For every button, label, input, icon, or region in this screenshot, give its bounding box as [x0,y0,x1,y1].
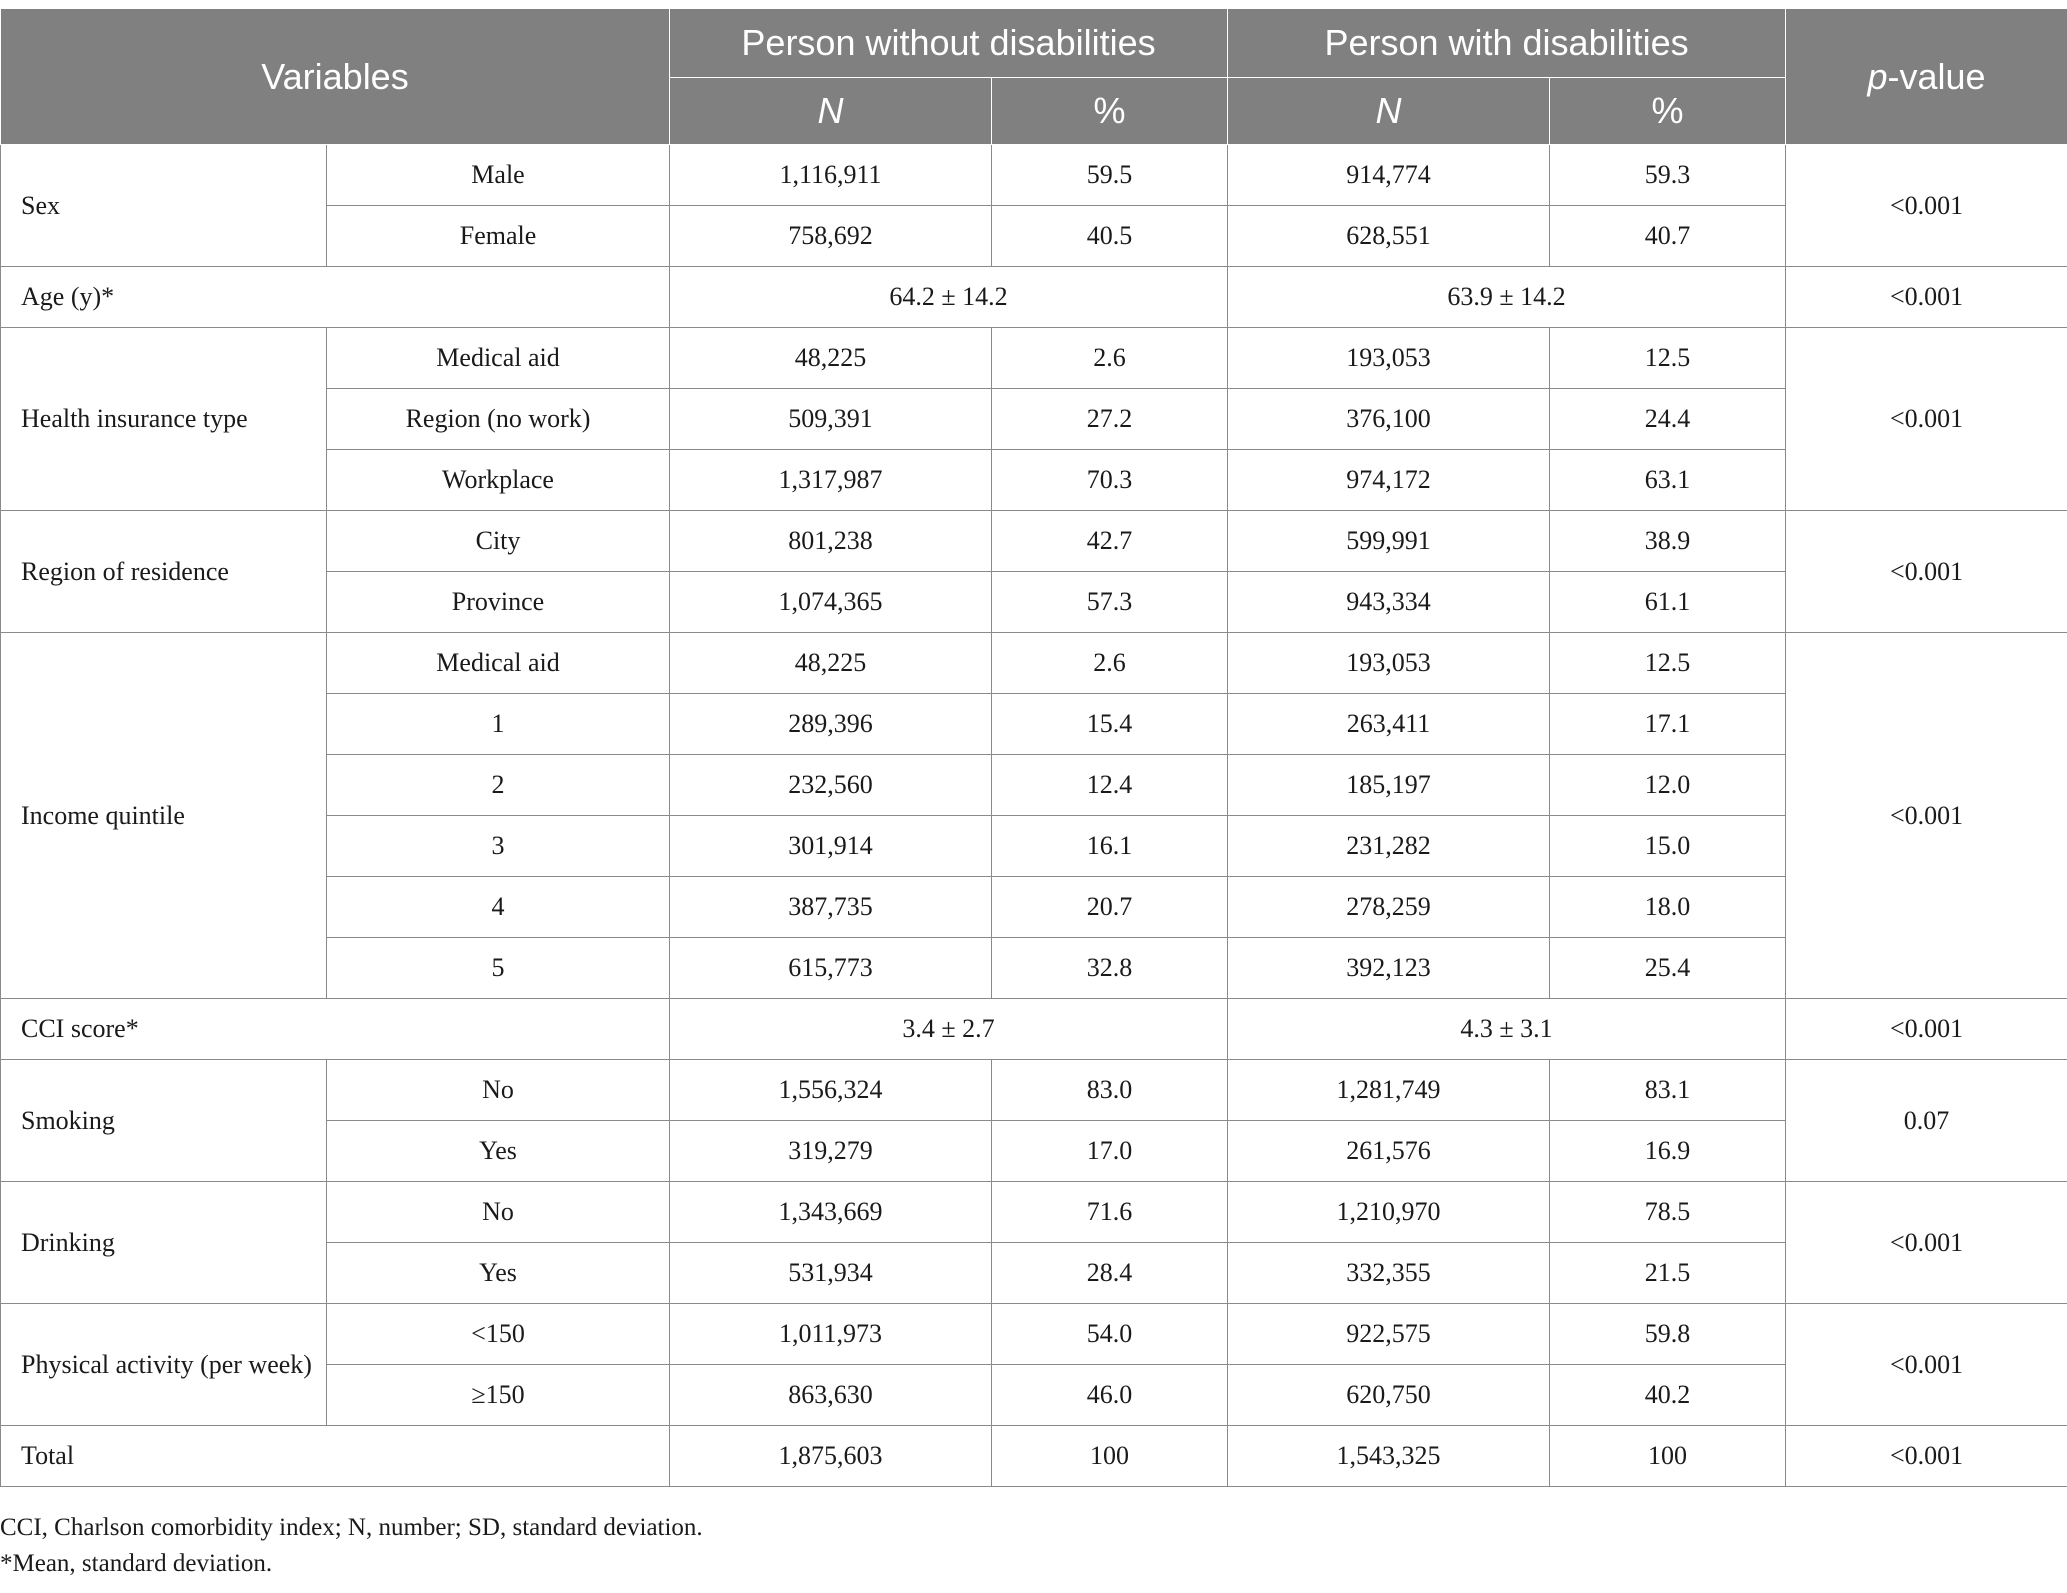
cell-n-with: 231,282 [1228,816,1550,877]
category-label: No [327,1060,670,1121]
cell-pct-without: 16.1 [992,816,1228,877]
table-row [1,633,2067,694]
cell-p-value: <0.001 [1786,267,2067,328]
cell-pct-with: 16.9 [1550,1121,1786,1182]
cell-n-without: 387,735 [670,877,992,938]
variable-label: CCI score* [1,999,670,1060]
cell-pct-without: 20.7 [992,877,1228,938]
cell-n-without: 48,225 [670,328,992,389]
cell-pct-without: 15.4 [992,694,1228,755]
cell-n-without: 1,556,324 [670,1060,992,1121]
cell-n-with: 599,991 [1228,511,1550,572]
category-label: ≥150 [327,1365,670,1426]
category-label: City [327,511,670,572]
category-label: Female [327,206,670,267]
cell-pct-with: 78.5 [1550,1182,1786,1243]
cell-pct-with: 12.0 [1550,755,1786,816]
cell-pct-without: 59.5 [992,145,1228,206]
category-label: 5 [327,938,670,999]
cell-pct-without: 46.0 [992,1365,1228,1426]
table-row [1,1304,2067,1365]
category-label: Yes [327,1243,670,1304]
category-label: Medical aid [327,328,670,389]
cell-pct-with: 40.7 [1550,206,1786,267]
category-label: Yes [327,1121,670,1182]
category-label: 1 [327,694,670,755]
category-label: Medical aid [327,633,670,694]
cell-n-without: 1,317,987 [670,450,992,511]
cell-n-with: 1,210,970 [1228,1182,1550,1243]
header-p-value [1786,9,2067,145]
cell-n-with: 620,750 [1228,1365,1550,1426]
cell-n-with: 263,411 [1228,694,1550,755]
footnote-mean: *Mean, standard deviation. [0,1550,273,1577]
cell-mean-with: 4.3 ± 3.1 [1228,999,1786,1060]
category-label: No [327,1182,670,1243]
cell-pct-with: 12.5 [1550,633,1786,694]
cell-p-value: <0.001 [1786,999,2067,1060]
cell-pct-with: 61.1 [1550,572,1786,633]
cell-mean-with: 63.9 ± 14.2 [1228,267,1786,328]
variable-label: Physical activity (per week) [1,1304,327,1426]
footnote-abbreviations: CCI, Charlson comorbidity index; N, number; SD, standard deviation. [0,1514,703,1541]
cell-n-without: 758,692 [670,206,992,267]
cell-n-without: 1,011,973 [670,1304,992,1365]
category-label: 2 [327,755,670,816]
cell-p-value: 0.07 [1786,1060,2067,1182]
cell-mean-without: 64.2 ± 14.2 [670,267,1228,328]
header-n-with: N [1228,78,1550,145]
table-row [1,1182,2067,1243]
cell-n-without: 319,279 [670,1121,992,1182]
cell-n-with: 278,259 [1228,877,1550,938]
cell-n-with: 922,575 [1228,1304,1550,1365]
header-pct-with: % [1550,78,1786,145]
cell-n-without: 531,934 [670,1243,992,1304]
cell-n-with: 332,355 [1228,1243,1550,1304]
cell-n-with: 1,543,325 [1228,1426,1550,1487]
cell-p-value: <0.001 [1786,1426,2067,1487]
cell-pct-with: 21.5 [1550,1243,1786,1304]
p-value-suffix: -value [1887,55,1986,97]
category-label: Province [327,572,670,633]
cell-n-with: 376,100 [1228,389,1550,450]
cell-n-without: 509,391 [670,389,992,450]
variable-label: Health insurance type [1,328,327,511]
cell-n-with: 261,576 [1228,1121,1550,1182]
cell-pct-without: 28.4 [992,1243,1228,1304]
cell-p-value: <0.001 [1786,145,2067,267]
cell-mean-without: 3.4 ± 2.7 [670,999,1228,1060]
cell-n-without: 863,630 [670,1365,992,1426]
cell-pct-without: 17.0 [992,1121,1228,1182]
table-row [1,267,2067,328]
cell-pct-with: 24.4 [1550,389,1786,450]
cell-pct-with: 25.4 [1550,938,1786,999]
cell-pct-with: 63.1 [1550,450,1786,511]
cell-n-without: 1,116,911 [670,145,992,206]
category-label: Workplace [327,450,670,511]
table-row [1,328,2067,389]
cell-n-with: 628,551 [1228,206,1550,267]
cell-pct-with: 40.2 [1550,1365,1786,1426]
cell-n-without: 48,225 [670,633,992,694]
cell-pct-with: 18.0 [1550,877,1786,938]
cell-pct-without: 2.6 [992,328,1228,389]
cell-pct-without: 2.6 [992,633,1228,694]
cell-p-value: <0.001 [1786,511,2067,633]
cell-p-value: <0.001 [1786,1182,2067,1304]
variable-label: Age (y)* [1,267,670,328]
cell-pct-with: 12.5 [1550,328,1786,389]
cell-pct-with: 59.8 [1550,1304,1786,1365]
variable-label: Smoking [1,1060,327,1182]
cell-pct-without: 83.0 [992,1060,1228,1121]
cell-n-without: 1,074,365 [670,572,992,633]
cell-pct-without: 54.0 [992,1304,1228,1365]
header-with-disabilities: Person with disabilities [1228,9,1786,78]
cell-n-without: 1,875,603 [670,1426,992,1487]
cell-n-without: 301,914 [670,816,992,877]
cell-n-without: 232,560 [670,755,992,816]
cell-n-without: 801,238 [670,511,992,572]
category-label: Male [327,145,670,206]
variable-label: Income quintile [1,633,327,999]
cell-n-without: 615,773 [670,938,992,999]
table-row [1,511,2067,572]
cell-pct-without: 42.7 [992,511,1228,572]
table-row [1,1426,2067,1487]
variable-label: Drinking [1,1182,327,1304]
table-row [1,999,2067,1060]
cell-pct-without: 27.2 [992,389,1228,450]
cell-pct-without: 12.4 [992,755,1228,816]
category-label: Region (no work) [327,389,670,450]
cell-pct-without: 70.3 [992,450,1228,511]
cell-n-without: 1,343,669 [670,1182,992,1243]
category-label: 3 [327,816,670,877]
p-value-italic: p [1867,55,1888,97]
characteristics-table [0,8,2067,1487]
cell-pct-with: 15.0 [1550,816,1786,877]
variable-label: Total [1,1426,670,1487]
cell-n-with: 943,334 [1228,572,1550,633]
cell-n-with: 1,281,749 [1228,1060,1550,1121]
cell-pct-without: 57.3 [992,572,1228,633]
header-without-disabilities: Person without disabilities [670,9,1228,78]
variable-label: Sex [1,145,327,267]
header-n-without: N [670,78,992,145]
table-row [1,1060,2067,1121]
variable-label: Region of residence [1,511,327,633]
cell-pct-with: 38.9 [1550,511,1786,572]
cell-n-with: 193,053 [1228,328,1550,389]
table-row [1,145,2067,206]
cell-n-with: 193,053 [1228,633,1550,694]
cell-pct-without: 71.6 [992,1182,1228,1243]
cell-n-with: 185,197 [1228,755,1550,816]
category-label: 4 [327,877,670,938]
cell-p-value: <0.001 [1786,633,2067,999]
header-pct-without: % [992,78,1228,145]
cell-pct-with: 83.1 [1550,1060,1786,1121]
cell-p-value: <0.001 [1786,1304,2067,1426]
cell-pct-without: 32.8 [992,938,1228,999]
cell-n-with: 392,123 [1228,938,1550,999]
cell-pct-with: 100 [1550,1426,1786,1487]
cell-n-without: 289,396 [670,694,992,755]
cell-p-value: <0.001 [1786,328,2067,511]
cell-pct-with: 59.3 [1550,145,1786,206]
cell-pct-without: 100 [992,1426,1228,1487]
cell-pct-without: 40.5 [992,206,1228,267]
cell-pct-with: 17.1 [1550,694,1786,755]
category-label: <150 [327,1304,670,1365]
header-variables: Variables [1,9,670,145]
cell-n-with: 914,774 [1228,145,1550,206]
cell-n-with: 974,172 [1228,450,1550,511]
